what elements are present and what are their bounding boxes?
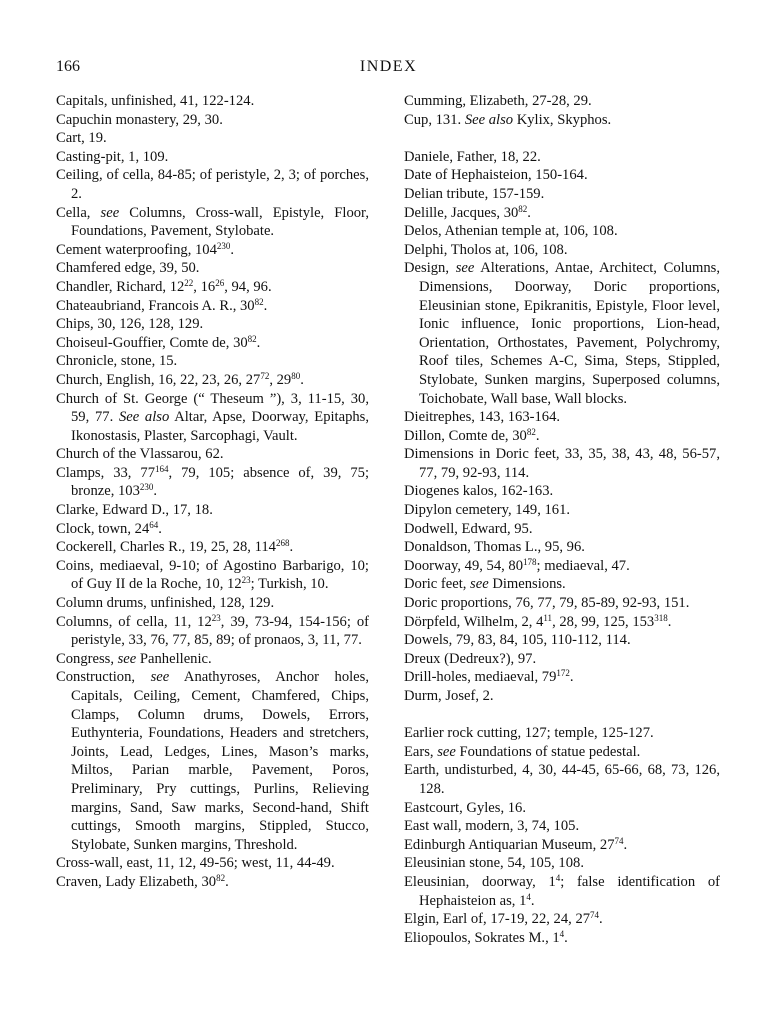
footnote-ref: 80 — [291, 370, 301, 381]
entry-text: . — [289, 539, 294, 556]
entry-text: ; Turkish, 10. — [250, 576, 329, 593]
index-entry — [404, 111, 720, 130]
index-entry — [56, 241, 369, 260]
index-entry — [56, 650, 369, 669]
entry-text: Craven, Lady Elizabeth, 30 — [56, 873, 217, 890]
footnote-ref: 172 — [556, 668, 570, 679]
index-entry — [56, 445, 369, 464]
index-column-right — [404, 92, 720, 947]
index-entry — [56, 613, 369, 650]
index-entry — [404, 501, 720, 520]
index-entry — [404, 241, 720, 260]
entry-text: , 16 — [193, 278, 216, 295]
index-entry — [56, 538, 369, 557]
entry-text: Dieitrephes, 143, 163-164. — [404, 409, 561, 426]
entry-text: , 28, 99, 125, 153 — [552, 613, 655, 630]
entry-text: Cockerell, Charles R., 19, 25, 28, 114 — [56, 539, 276, 556]
footnote-ref: 82 — [247, 333, 257, 344]
entry-text: , 94, 96. — [224, 278, 272, 295]
index-entry — [404, 427, 720, 446]
footnote-ref: 22 — [184, 277, 194, 288]
footnote-ref: 230 — [139, 482, 154, 493]
cross-reference: see — [150, 669, 170, 686]
footnote-ref: 72 — [260, 370, 270, 381]
footnote-ref: 82 — [254, 296, 264, 307]
entry-text: . — [535, 427, 540, 444]
index-entry — [56, 278, 369, 297]
entry-text: Church of the Vlassarou, 62. — [56, 446, 224, 463]
entry-text: Cella, — [56, 204, 101, 221]
entry-text: Ears, — [404, 743, 438, 760]
entry-text: ; false identification of Hephaisteion as, 1 — [419, 873, 721, 909]
index-entry — [404, 557, 720, 576]
index-entry — [56, 297, 369, 316]
entry-text: Doric proportions, 76, 77, 79, 85-89, 92-93, 151. — [404, 595, 690, 612]
entry-text: , 79, 105; absence of, 39, 75; bronze, 103 — [71, 464, 370, 500]
cross-reference: See also — [464, 111, 514, 128]
entry-text: Capuchin monastery, 29, 30. — [56, 111, 223, 128]
index-column-left — [56, 92, 369, 892]
entry-text: Clamps, 33, 77 — [56, 464, 156, 481]
index-entry — [404, 631, 720, 650]
entry-text: Chips, 30, 126, 128, 129. — [56, 316, 204, 333]
entry-text: Elgin, Earl of, 17-19, 22, 24, 27 — [404, 911, 591, 928]
index-entry — [404, 836, 720, 855]
footnote-ref: 11 — [543, 612, 553, 623]
entry-text: Anathyroses, Anchor holes, Capitals, Ceiling, Cement, Chamfered, Chips, Clamps, Column drums, Dowels, Errors, Euthynteria, Foundations, Headers and stretchers, Joints, Lead, Ledges, Lines, Mason’s marks, Miltos, Parian marble, Pavement, Poros, Preliminary, Pry cuttings, Purlins, Relieving margins, Sand, Saw marks, Second-hand, Shift cuttings, Smooth margins, Stippled, Stucco, Stylobate, Sunken margins, Threshold. — [71, 669, 369, 853]
index-entry — [56, 854, 369, 873]
entry-text: . — [158, 520, 162, 537]
entry-text: Clock, town, 24 — [56, 520, 150, 537]
index-entry — [404, 538, 720, 557]
cross-reference: See also — [118, 409, 170, 426]
entry-text: . — [153, 483, 158, 500]
entry-text: . — [530, 892, 535, 909]
running-head: INDEX — [359, 58, 418, 75]
index-entry — [56, 334, 369, 353]
footnote-ref: 178 — [523, 556, 537, 567]
entry-text: Panhellenic. — [136, 650, 212, 667]
index-entry — [56, 520, 369, 539]
cross-reference: see — [117, 650, 137, 667]
index-entry — [404, 743, 720, 762]
index-entry — [56, 111, 369, 130]
entry-text: ; mediaeval, 47. — [536, 557, 630, 574]
entry-text: Delphi, Tholos at, 106, 108. — [404, 241, 568, 258]
entry-text: Doorway, 49, 54, 80 — [404, 557, 524, 574]
entry-text: Earth, undisturbed, 4, 30, 44-45, 65-66, 68, 73, 126, 128. — [404, 762, 720, 797]
footnote-ref: 74 — [614, 835, 624, 846]
entry-text: Dimensions in Doric feet, 33, 35, 38, 43, 48, 56-57, 77, 79, 92-93, 114. — [404, 446, 720, 481]
index-entry — [56, 129, 369, 148]
index-entry — [404, 854, 720, 873]
index-entry — [404, 445, 720, 482]
index-entry — [56, 166, 369, 203]
index-entry — [56, 873, 369, 892]
index-entry — [404, 185, 720, 204]
entry-text: Cart, 19. — [56, 130, 107, 147]
entry-text: Delos, Athenian temple at, 106, 108. — [404, 223, 618, 240]
entry-text: Church of St. George (“ Theseum ”), 3, 11-15, 30, 59, 77. — [56, 390, 369, 426]
entry-text: Dillon, Comte de, 30 — [404, 427, 527, 444]
index-entry — [404, 817, 720, 836]
entry-text: Earlier rock cutting, 127; temple, 125-127. — [404, 725, 654, 742]
entry-text: Altar, Apse, Doorway, Epitaphs, Ikonostasis, Plaster, Sarcophagi, Vault. — [71, 409, 369, 444]
entry-text: . — [256, 334, 261, 351]
entry-text: . — [667, 613, 672, 630]
entry-text: Columns, of cella, 11, 12 — [56, 613, 212, 630]
entry-text: Dodwell, Edward, 95. — [404, 520, 533, 537]
entry-text: Design, — [404, 260, 456, 277]
entry-text: Foundations of statue pedestal. — [455, 743, 641, 760]
entry-text: Eliopoulos, Sokrates M., 1 — [404, 929, 560, 946]
entry-text: . — [230, 241, 235, 258]
entry-text: Date of Hephaisteion, 150-164. — [404, 167, 588, 184]
footnote-ref: 64 — [149, 519, 159, 530]
index-entry — [56, 148, 369, 167]
entry-text: East wall, modern, 3, 74, 105. — [404, 818, 580, 835]
entry-text: Alterations, Antae, Architect, Columns, Dimensions, Doorway, Doric proportions, Eleusinian stone, Epikranitis, Epistyle, Floor level, Ionic influence, Ionic proportions, Lion-head, Orientation, Orthostates, Pavement, Polychromy, Roof tiles, Schemes A-C, Sima, Steps, Stippled, Stylobate, Sunken margins, Superposed columns, Toichobate, Wall base, Wall blocks. — [419, 260, 720, 407]
entry-text: Capitals, unfinished, 41, 122-124. — [56, 93, 255, 109]
index-entry — [56, 352, 369, 371]
index-entry — [404, 594, 720, 613]
index-entry — [404, 482, 720, 501]
entry-text: Donaldson, Thomas L., 95, 96. — [404, 539, 585, 556]
entry-text: , 29 — [269, 371, 292, 388]
entry-text: Diogenes kalos, 162-163. — [404, 483, 554, 500]
entry-text: . — [527, 204, 531, 221]
entry-text: Chandler, Richard, 12 — [56, 278, 185, 295]
entry-text: Chronicle, stone, 15. — [56, 353, 178, 370]
footnote-ref: 318 — [654, 612, 668, 623]
footnote-ref: 74 — [590, 910, 600, 921]
index-entry — [404, 222, 720, 241]
footnote-ref: 230 — [216, 240, 231, 251]
entry-text: . — [225, 873, 229, 890]
footnote-ref: 23 — [241, 575, 251, 586]
entry-text: Congress, — [56, 650, 118, 667]
footnote-ref: 268 — [275, 538, 290, 549]
footnote-ref: 4 — [555, 872, 561, 883]
page-number: 166 — [56, 58, 80, 75]
entry-text: Ceiling, of cella, 84-85; of peristyle, 2, 3; of porches, 2. — [56, 167, 369, 202]
entry-text: Dörpfeld, Wilhelm, 2, 4 — [404, 613, 544, 630]
entry-text: Coins, mediaeval, 9-10; of Agostino Barbarigo, 10; of Guy II de la Roche, 10, 12 — [56, 557, 369, 593]
entry-text: Columns, Cross-wall, Epistyle, Floor, Foundations, Pavement, Stylobate. — [71, 204, 369, 240]
letter-gap — [404, 129, 720, 148]
index-entry — [404, 799, 720, 818]
index-entry — [56, 557, 369, 594]
index-entry — [56, 92, 369, 111]
index-entry — [404, 687, 720, 706]
entry-text: . — [263, 297, 268, 314]
entry-text: Cement waterproofing, 104 — [56, 241, 217, 258]
entry-text: . — [300, 371, 304, 388]
entry-text: Dipylon cemetery, 149, 161. — [404, 502, 571, 519]
entry-text: Casting-pit, 1, 109. — [56, 148, 169, 165]
entry-text: Cup, 131. — [404, 111, 465, 128]
entry-text: Choiseul-Gouffier, Comte de, 30 — [56, 334, 248, 351]
entry-text: . — [623, 836, 628, 853]
index-entry — [404, 148, 720, 167]
entry-text: Cross-wall, east, 11, 12, 49-56; west, 11, 44-49. — [56, 855, 335, 872]
entry-text: Eleusinian stone, 54, 105, 108. — [404, 855, 584, 872]
entry-text: Delian tribute, 157-159. — [404, 185, 545, 202]
entry-text: Durm, Josef, 2. — [404, 688, 494, 704]
footnote-ref: 164 — [155, 463, 169, 474]
index-entry — [56, 464, 369, 501]
footnote-ref: 4 — [526, 891, 531, 902]
cross-reference: see — [455, 260, 475, 277]
index-entry — [404, 724, 720, 743]
entry-text: . — [564, 929, 568, 946]
index-entry — [404, 204, 720, 223]
index-entry — [56, 390, 369, 446]
footnote-ref: 82 — [518, 203, 528, 214]
entry-text: Eleusinian, doorway, 1 — [404, 873, 556, 890]
index-entry — [56, 204, 369, 241]
entry-text: . — [599, 911, 603, 928]
entry-text: Dreux (Dedreux?), 97. — [404, 650, 537, 667]
entry-text: . — [569, 669, 574, 686]
entry-text: Doric feet, — [404, 576, 471, 593]
entry-text: Clarke, Edward D., 17, 18. — [56, 502, 213, 519]
index-entry — [56, 594, 369, 613]
index-entry — [404, 575, 720, 594]
entry-text: Chamfered edge, 39, 50. — [56, 260, 200, 277]
cross-reference: see — [470, 576, 489, 593]
index-entry — [404, 92, 720, 111]
entry-text: Kylix, Skyphos. — [513, 111, 612, 128]
footnote-ref: 26 — [215, 277, 225, 288]
index-entry — [404, 166, 720, 185]
index-entry — [404, 650, 720, 669]
entry-text: Column drums, unfinished, 128, 129. — [56, 595, 275, 612]
index-entry — [404, 929, 720, 948]
footnote-ref: 4 — [559, 928, 565, 939]
index-entry — [404, 668, 720, 687]
entry-text: Dowels, 79, 83, 84, 105, 110-112, 114. — [404, 632, 631, 649]
index-entry — [56, 501, 369, 520]
index-entry — [404, 613, 720, 632]
entry-text: Daniele, Father, 18, 22. — [404, 148, 541, 165]
entry-text: Cumming, Elizabeth, 27-28, 29. — [404, 93, 592, 109]
footnote-ref: 82 — [526, 426, 536, 437]
index-entry — [56, 259, 369, 278]
index-entry — [404, 408, 720, 427]
entry-text: Construction, — [56, 669, 151, 686]
entry-text: Edinburgh Antiquarian Museum, 27 — [404, 836, 615, 853]
entry-text: Drill-holes, mediaeval, 79 — [404, 669, 557, 686]
entry-text: Eastcourt, Gyles, 16. — [404, 799, 526, 816]
index-entry — [56, 315, 369, 334]
cross-reference: see — [437, 743, 456, 760]
entry-text: Delille, Jacques, 30 — [404, 204, 519, 221]
index-entry — [404, 761, 720, 798]
entry-text: , 39, 73-94, 154-156; of peristyle, 33, 76, 77, 85, 89; of pronaos, 3, 11, 77. — [71, 613, 369, 649]
footnote-ref: 82 — [216, 872, 226, 883]
footnote-ref: 23 — [211, 612, 221, 623]
index-entry — [404, 910, 720, 929]
cross-reference: see — [100, 204, 120, 221]
index-entry — [56, 668, 369, 854]
index-entry — [404, 259, 720, 408]
index-entry — [404, 873, 720, 910]
index-entry — [56, 371, 369, 390]
letter-gap — [404, 706, 720, 725]
entry-text: Dimensions. — [488, 576, 566, 593]
entry-text: Chateaubriand, Francois A. R., 30 — [56, 297, 255, 314]
index-entry — [404, 520, 720, 539]
entry-text: Church, English, 16, 22, 23, 26, 27 — [56, 371, 261, 388]
